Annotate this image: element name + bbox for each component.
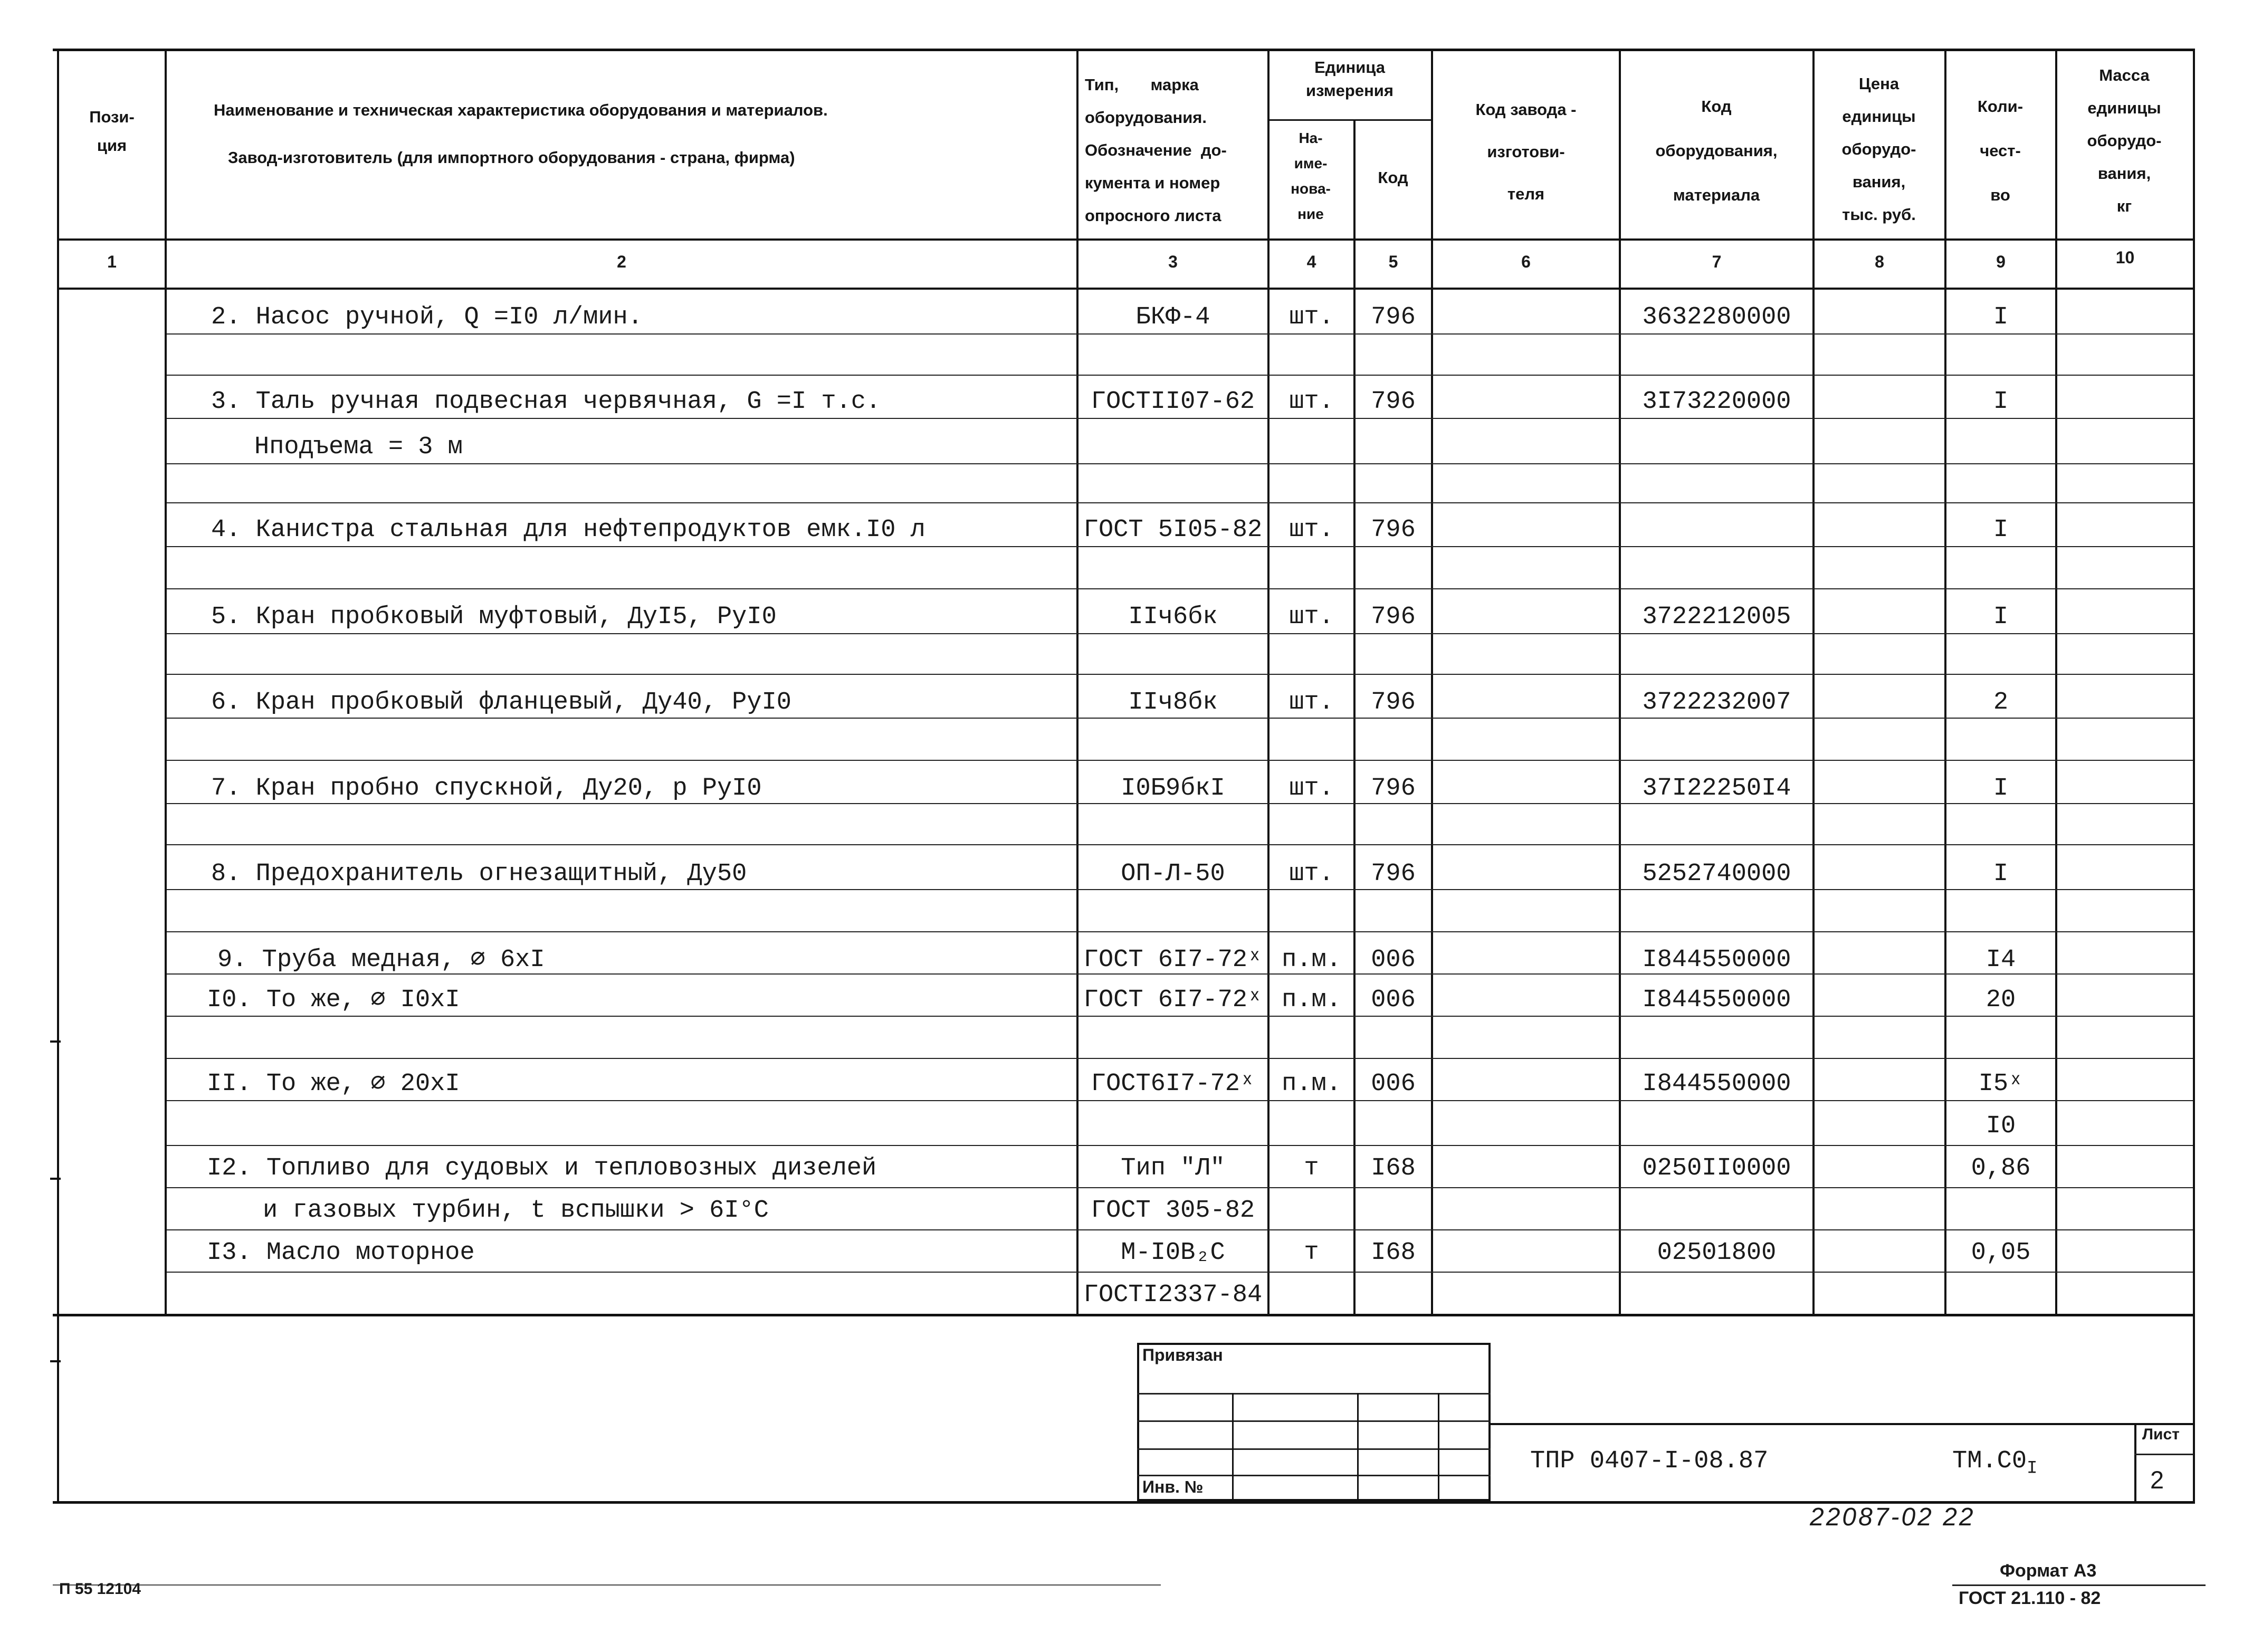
item-quantity: I [1993,603,2009,631]
header-equipment-code: Код оборудования, материала [1655,97,1778,204]
item-quantity: 0,05 [1971,1239,2031,1267]
item-unit: шт. [1289,303,1334,331]
footer-line [1952,1584,2206,1586]
item-material-code: I844550000 [1642,946,1791,974]
item-quantity: I0 [1986,1112,2016,1140]
sheet-label: Лист [2142,1426,2180,1443]
col-number-2: 2 [617,252,626,271]
item-quantity: I [1993,388,2009,416]
row-line [167,1058,2193,1059]
item-unit-code: I68 [1371,1154,1416,1182]
item-unit-code: 796 [1371,388,1416,416]
row-line [167,633,2193,634]
col-line-6 [1619,49,1621,1315]
col-number-8: 8 [1875,252,1884,271]
item-quantity: I [1993,775,2009,803]
item-quantity: 2 [1993,689,2009,717]
header-factory-code: Код завода - изготови- теля [1475,100,1577,203]
row-line [167,463,2193,464]
row-line [167,546,2193,547]
item-type: ГОСТ 6I7-72ˣ [1083,946,1263,974]
item-type: М-I0В₂С [1121,1239,1225,1267]
header-quantity: Коли- чест- во [1977,97,2024,204]
item-material-code: 37I22250I4 [1642,775,1791,803]
document-code: ТПР 0407-I-08.87 [1530,1447,1769,1475]
row-line [167,1229,2193,1230]
item-material-code: 3722212005 [1642,603,1791,631]
header-unit-code: Код [1378,168,1408,187]
item-unit: шт. [1289,689,1334,717]
col-line-9 [2055,49,2057,1315]
item-quantity: I4 [1986,946,2016,974]
item-material-code: I844550000 [1642,1070,1791,1098]
item-type: IIч6бк [1128,603,1218,631]
document-mark-sub: I [2027,1458,2038,1479]
sheet-line [2134,1454,2193,1455]
item-type: ОП-Л-50 [1121,860,1225,888]
item-name: I3. Масло моторное [207,1239,475,1267]
item-unit: шт. [1289,388,1334,416]
left-footer-line [53,1584,1161,1586]
item-type: ГОСТ 305-82 [1091,1197,1255,1225]
item-name: 2. Насос ручной, Q =I0 л/мин. [211,303,643,331]
item-unit-code: 796 [1371,860,1416,888]
item-name: 4. Канистра стальная для нефтепродуктов емк.I0 л [211,516,925,544]
col-number-10: 10 [2115,248,2135,267]
header-position: Пози- ция [89,108,135,155]
item-material-code: 3632280000 [1642,303,1791,331]
row-line [167,1145,2193,1146]
numbers-bottom-line [57,288,2195,290]
col-number-1: 1 [107,252,117,271]
header-unit-name: На- име- нова- ние [1291,130,1331,222]
item-quantity: 0,86 [1971,1154,2031,1182]
item-type: IIч8бк [1128,689,1218,717]
header-mass: Масса единицы оборудо- вания, кг [2087,66,2162,215]
col-number-3: 3 [1168,252,1178,271]
item-name: Нподъема = 3 м [254,433,463,461]
row-line [167,502,2193,503]
row-line [167,674,2193,675]
item-material-code: 3I73220000 [1642,388,1791,416]
item-material-code: 0250II0000 [1642,1154,1791,1182]
item-type: ГОСТII07-62 [1091,388,1255,416]
col-line-3 [1267,49,1270,1315]
document-mark-text: ТМ.С0 [1952,1447,2027,1475]
margin-tick [50,1178,61,1180]
unit-subheader-line [1267,119,1432,121]
gost-label: ГОСТ 21.110 - 82 [1959,1588,2101,1608]
inventory-label: Инв. № [1142,1477,1204,1496]
item-type: БКФ-4 [1135,303,1210,331]
item-unit: п.м. [1282,986,1341,1014]
item-name: I2. Топливо для судовых и тепловозных дизелей [207,1154,877,1182]
item-name: 6. Кран пробковый фланцевый, Ду40, РуI0 [211,689,791,717]
frame-top-line [53,49,2195,51]
margin-tick [50,1040,61,1043]
row-line [167,375,2193,376]
item-type: ГОСТ 5I05-82 [1083,516,1263,544]
col-number-4: 4 [1306,252,1316,271]
item-type: Тип "Л" [1121,1154,1225,1182]
row-line [167,1187,2193,1188]
binding-label: Привязан [1142,1345,1223,1364]
item-unit: п.м. [1282,946,1341,974]
sheet-divider [2134,1423,2136,1502]
item-name: I0. То же, ∅ I0хI [207,986,460,1014]
format-label: Формат А3 [2000,1561,2097,1581]
item-unit: т [1304,1239,1319,1267]
binding-col [1357,1393,1359,1501]
item-type: ГОСТI2337-84 [1083,1281,1263,1309]
item-unit: п.м. [1282,1070,1341,1098]
row-line [167,1272,2193,1273]
binding-col [1438,1393,1439,1501]
item-unit-code: 796 [1371,775,1416,803]
item-material-code: 3722232007 [1642,689,1791,717]
row-line [167,588,2193,589]
item-unit-code: 796 [1371,689,1416,717]
sheet-number: 2 [2150,1466,2164,1494]
row-line [167,844,2193,845]
col-number-5: 5 [1388,252,1398,271]
col-number-6: 6 [1521,252,1531,271]
item-name: и газовых турбин, t вспышки > 6I°С [263,1197,769,1225]
margin-tick [50,1360,61,1362]
item-name: 9. Труба медная, ∅ 6хI [217,946,545,974]
header-price: Цена единицы оборудо- вания, тыс. руб. [1841,74,1916,224]
item-unit-code: 796 [1371,516,1416,544]
header-type: Тип, марка оборудования. Обозначение до- кумента и номер опросного листа [1085,75,1227,225]
item-quantity: I [1993,860,2009,888]
header-name-line2: Завод-изготовитель (для импортного оборудования - страна, фирма) [228,148,795,167]
item-quantity: I [1993,516,2009,544]
col-line-2 [1076,49,1078,1315]
table-bottom-line [53,1314,2195,1316]
item-name: 7. Кран пробно спускной, Ду20, р РуI0 [211,775,762,803]
col-line-7 [1812,49,1815,1315]
row-line [167,760,2193,761]
item-material-code: 5252740000 [1642,860,1791,888]
row-line [167,333,2193,335]
col-number-7: 7 [1712,252,1722,271]
item-name: II. То же, ∅ 20хI [207,1070,460,1098]
row-line [167,418,2193,419]
item-quantity: I5ˣ [1978,1070,2024,1098]
binding-col [1232,1393,1234,1501]
header-unit: Единица измерения [1306,58,1393,100]
document-mark [1952,1446,2037,1477]
item-name: 3. Таль ручная подвесная червячная, G =I т.с. [211,388,881,416]
col-line-1 [165,49,167,1315]
row-line [167,931,2193,932]
item-material-code: 02501800 [1657,1239,1777,1267]
item-unit: шт. [1289,603,1334,631]
item-unit-code: 006 [1371,1070,1416,1098]
item-material-code: I844550000 [1642,986,1791,1014]
item-quantity: 20 [1986,986,2016,1014]
stamp-top-line [1491,1423,2195,1425]
item-unit-code: 796 [1371,303,1416,331]
item-unit: шт. [1289,516,1334,544]
col-line-5 [1431,49,1433,1315]
item-name: 5. Кран пробковый муфтовый, ДуI5, РуI0 [211,603,777,631]
item-type: I0Б9бкI [1121,775,1225,803]
item-unit: т [1304,1154,1319,1182]
col-number-9: 9 [1996,252,2006,271]
row-line [167,1100,2193,1101]
left-code: П 55 12104 [59,1580,141,1598]
frame-right-line [2193,49,2195,1504]
item-unit-code: I68 [1371,1239,1416,1267]
item-unit-code: 006 [1371,986,1416,1014]
header-bottom-line [57,238,2195,241]
item-unit: шт. [1289,775,1334,803]
item-unit-code: 796 [1371,603,1416,631]
item-name: 8. Предохранитель огнезащитный, Ду50 [211,860,747,888]
item-type: ГОСТ 6I7-72ˣ [1083,986,1263,1014]
item-quantity: I [1993,303,2009,331]
item-unit-code: 006 [1371,946,1416,974]
item-unit: шт. [1289,860,1334,888]
archive-number: 22087-02 22 [1810,1503,1975,1531]
header-name-line1: Наименование и техническая характеристика оборудования и материалов. [214,101,828,119]
item-type: ГОСТ6I7-72ˣ [1091,1070,1255,1098]
